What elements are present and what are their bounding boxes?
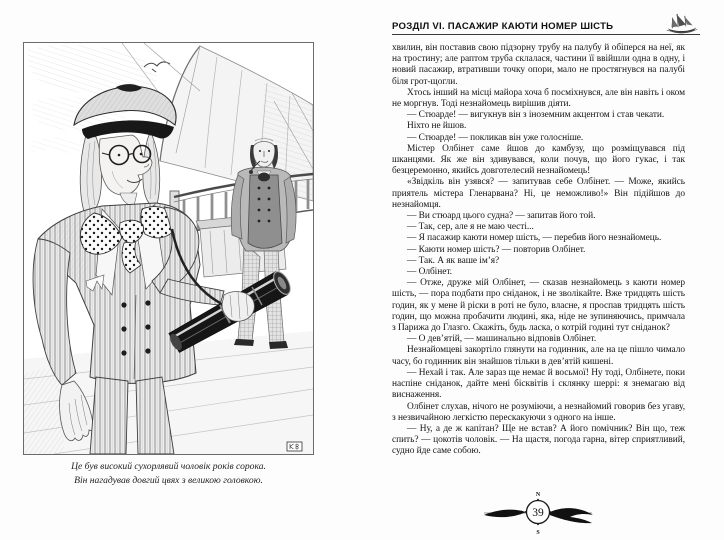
- chapter-title: РОЗДІЛ VI. ПАСАЖИР КАЮТИ НОМЕР ШІСТЬ: [392, 21, 614, 32]
- compass-w: W: [516, 510, 522, 517]
- paragraph: Хтось інший на місці майора хоча б посміхнувся, але він навіть і оком не моргнув. Тоді незнайомець вирішив діяти.: [392, 87, 685, 110]
- paragraph: — Я пасажир каюти номер шість, — перебив його незнайомець.: [407, 233, 662, 244]
- chapter-illustration: [23, 42, 314, 455]
- paragraph: — Каюти номер шість? — повторив Олбінет.: [407, 244, 586, 255]
- paragraph: — Так. А як ваше ім’я?: [407, 255, 500, 266]
- paragraph: — Стюарде! — покликав він уже голосніше.: [407, 132, 584, 143]
- paragraph: — О дев’ятій, — машинально відповів Олбінет.: [407, 334, 597, 345]
- header-rule: [392, 34, 700, 35]
- paragraph: Ніхто не йшов.: [407, 121, 467, 132]
- caption-line-1: Це був високий сухорлявий чоловік років сорока.: [71, 461, 266, 472]
- paragraph: — Так, сер, але я не маю честі...: [407, 222, 534, 233]
- paragraph: — Олбінет.: [407, 267, 452, 278]
- paragraph: Незнайомцеві закортіло глянути на годинник, але на це пішло чимало часу, бо годинник він знайшов тільки в дев’ятій кишені.: [392, 345, 685, 367]
- sailing-ship-icon: [664, 12, 700, 35]
- artist-monogram: [287, 442, 302, 451]
- paragraph: — Ну, а де ж капітан? Ще не встав? А його помічник? Він що, теж спить? — цокотів чоловік. — На щастя, погода гарна, вітер сприятливий, судно йде саме собою.: [392, 423, 685, 457]
- paragraph: — Нехай і так. Але зараз ще немає й восьмої! Ну тоді, Олбінете, поки наспіне сніданок, дайте мені бісквітів і склянку шеррі: я знемагаю від виснаження.: [392, 367, 685, 401]
- paragraph: — Отже, друже мій Олбінет, — сказав незнайомець з каюти номер шість, — пора подбати про сніданок, і не зволікайте. Вже тридцять шість годин, як у мене й ріски в роті не було, власне, я проспав тридцять шість годин, що можна пробачити людині, яка, ніде не зупиняючись, примчала з Парижа до Глазго. Скажіть, будь ласка, о котрій годині тут сніданок?: [392, 278, 685, 334]
- paragraph: — Стюарде! — вигукнув він з іноземним акцентом і став чекати.: [407, 110, 665, 121]
- compass-e: E: [554, 510, 560, 517]
- paragraph: — Ви стюард цього судна? — запитав його той.: [407, 211, 596, 222]
- paragraph: «Звідкіль він узявся? — запитував себе Олбінет. — Може, якийсь приятель містера Гленарвана? Ні, це неможливо!» Він підійшов до незнайомця.: [392, 177, 685, 210]
- paragraph: хвилин, він поставив свою підзорну трубу на палубу й обіперся на неї, як на тростину; але раптом труба склалася, частини її ввійшли одна в одну, і новий пасажир, втративши точку опори, мало не простягнувся на палубі біля грот-щогли.: [392, 43, 685, 87]
- paragraph: Олбінет слухав, нічого не розуміючи, а незнайомий говорив без угаву, з незвичайною легкістю перескакуючи з одного на інше.: [392, 401, 685, 423]
- illustration-caption: [23, 460, 314, 487]
- page-number: 39: [532, 507, 544, 519]
- body-text: [392, 43, 685, 458]
- compass-s: S: [536, 530, 540, 536]
- right-hand: [222, 292, 254, 322]
- compass-n: N: [535, 492, 541, 498]
- paragraph: Містер Олбінет саме йшов до камбузу, що розміщувався під шканцями. Як же він здивувався, коли почув, що його гукає, і так безцеремонно, якийсь довготелесий незнайомець!: [392, 143, 685, 177]
- compass-rose-page-number: [478, 488, 598, 536]
- caption-line-2: Він нагадував довгий цвях з великою головкою.: [74, 474, 263, 486]
